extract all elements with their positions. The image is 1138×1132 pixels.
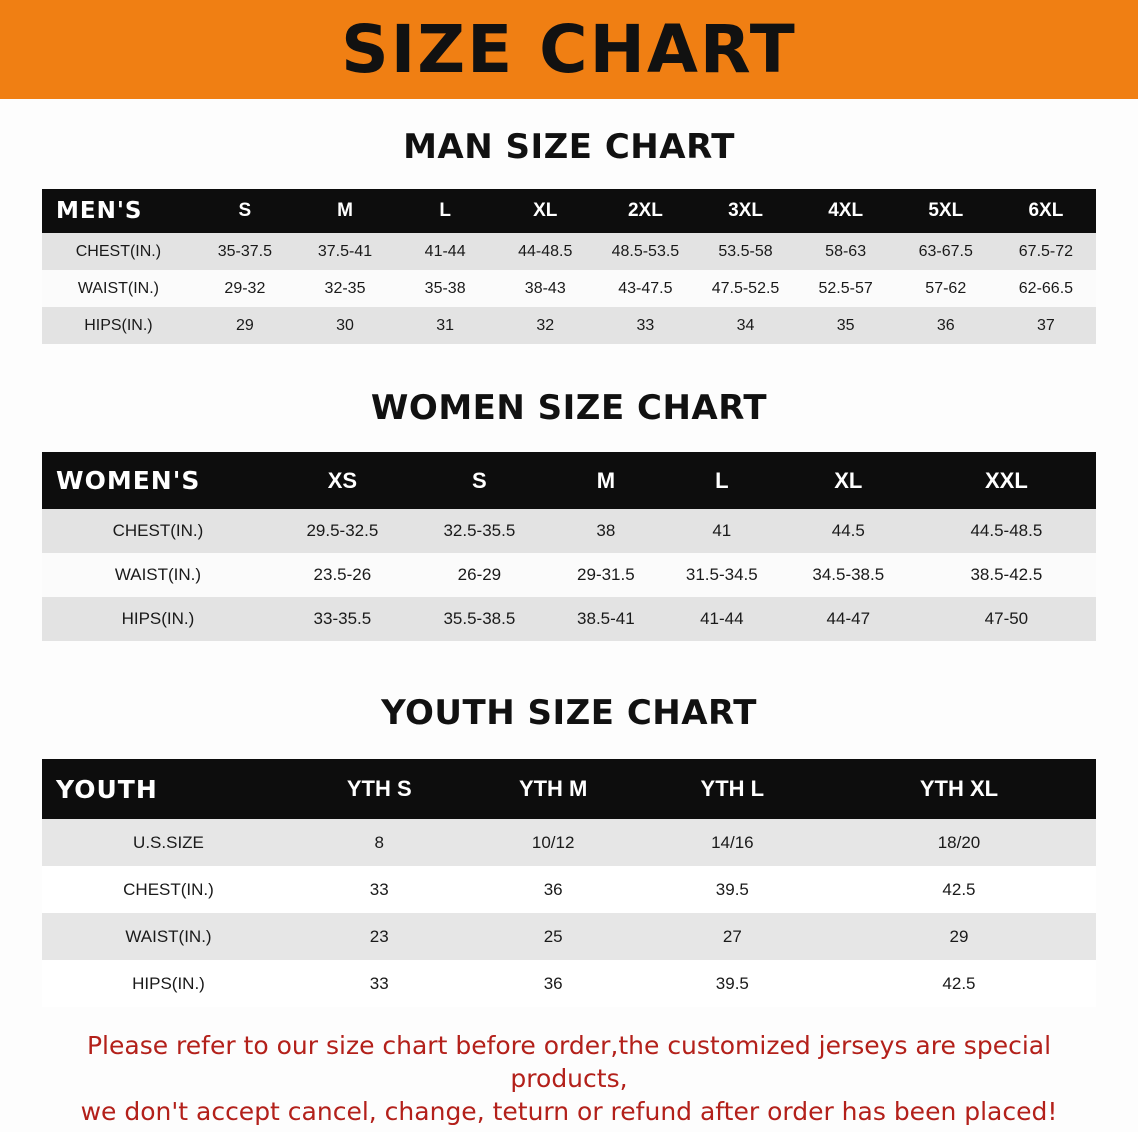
man-header-cell: 4XL <box>828 200 864 221</box>
man-header-cell: 5XL <box>928 200 964 221</box>
man-header-cell: 3XL <box>728 200 763 221</box>
table-cell: 43-47.5 <box>618 279 673 297</box>
table-row <box>42 866 1096 913</box>
table-cell: 37.5-41 <box>317 242 373 260</box>
table-cell: 29 <box>949 926 969 946</box>
man-size-table <box>42 189 1096 344</box>
youth-header-cell: YTH XL <box>919 776 999 801</box>
table-row <box>42 509 1096 553</box>
table-cell: 14/16 <box>711 832 754 852</box>
table-cell: 38.5-42.5 <box>970 565 1043 584</box>
table-cell: 10/12 <box>531 832 575 852</box>
row-label: WAIST(IN.) <box>114 565 202 584</box>
row-label: CHEST(IN.) <box>123 879 214 899</box>
table-cell: 35-37.5 <box>217 242 273 260</box>
table-header-row <box>42 759 1096 819</box>
table-cell: 30 <box>336 316 354 334</box>
man-section-title: MAN SIZE CHART <box>403 127 735 167</box>
youth-section-title: YOUTH SIZE CHART <box>381 693 757 733</box>
table-cell: 36 <box>936 316 955 334</box>
table-cell: 44-47 <box>826 609 871 628</box>
table-cell: 32-35 <box>324 279 366 297</box>
table-header-row <box>42 452 1096 509</box>
youth-header-cell: YTH L <box>700 776 765 801</box>
row-label: U.S.SIZE <box>133 832 204 852</box>
youth-header-cell: YTH S <box>346 776 412 801</box>
table-cell: 38 <box>596 521 616 540</box>
table-row <box>42 960 1096 1007</box>
table-cell: 41-44 <box>424 242 466 260</box>
table-cell: 34 <box>736 316 755 334</box>
table-cell: 37 <box>1037 316 1055 334</box>
table-cell: 62-66.5 <box>1018 279 1074 297</box>
table-cell: 31 <box>436 316 455 334</box>
women-section-title: WOMEN SIZE CHART <box>370 388 768 428</box>
man-header-cell: 2XL <box>627 200 663 221</box>
row-label: HIPS(IN.) <box>84 316 153 334</box>
table-cell: 29-32 <box>224 279 266 297</box>
table-cell: 26-29 <box>457 565 502 584</box>
table-cell: 18/20 <box>937 832 981 852</box>
women-header-cell: XS <box>327 467 358 493</box>
table-cell: 41 <box>712 521 732 540</box>
youth-header-cell: YOUTH <box>56 774 158 804</box>
table-cell: 38-43 <box>524 279 566 297</box>
women-table-wrap <box>0 452 1138 641</box>
row-label: HIPS(IN.) <box>132 973 205 993</box>
table-row <box>42 307 1096 344</box>
women-header-cell: M <box>596 467 616 493</box>
table-cell: 44-48.5 <box>518 242 573 260</box>
table-cell: 67.5-72 <box>1018 242 1074 260</box>
youth-size-table <box>42 759 1096 1007</box>
table-cell: 36 <box>543 879 563 899</box>
table-cell: 33 <box>369 973 389 993</box>
table-cell: 58-63 <box>825 242 867 260</box>
table-cell: 38.5-41 <box>577 609 635 628</box>
women-header-cell: XL <box>834 467 863 493</box>
women-header-cell: WOMEN'S <box>56 466 201 495</box>
table-cell: 35.5-38.5 <box>443 609 516 628</box>
man-header-cell: MEN'S <box>56 198 143 224</box>
table-cell: 29 <box>235 316 254 334</box>
table-cell: 44.5-48.5 <box>970 521 1043 540</box>
man-table-wrap <box>0 189 1138 344</box>
women-header-cell: L <box>715 467 729 493</box>
table-row <box>42 913 1096 960</box>
row-label: WAIST(IN.) <box>77 279 159 297</box>
table-cell: 33 <box>369 879 389 899</box>
women-header-cell: S <box>472 467 487 493</box>
page-title: SIZE CHART <box>341 10 797 88</box>
man-header-cell: 6XL <box>1028 200 1064 221</box>
table-row <box>42 819 1096 866</box>
table-cell: 25 <box>543 926 563 946</box>
women-header-cell: XXL <box>985 467 1028 493</box>
table-cell: 42.5 <box>942 879 976 899</box>
table-header-row <box>42 189 1096 233</box>
table-row <box>42 597 1096 641</box>
man-header-cell: M <box>337 200 353 221</box>
table-cell: 48.5-53.5 <box>611 242 680 260</box>
table-cell: 41-44 <box>700 609 744 628</box>
table-cell: 29.5-32.5 <box>306 521 379 540</box>
table-cell: 31.5-34.5 <box>685 565 758 584</box>
table-cell: 35 <box>836 316 855 334</box>
table-cell: 47.5-52.5 <box>711 279 780 297</box>
table-cell: 57-62 <box>925 279 967 297</box>
man-header-cell: S <box>238 200 252 221</box>
table-cell: 39.5 <box>715 973 749 993</box>
table-cell: 39.5 <box>715 879 749 899</box>
disclaimer-note <box>0 1029 1138 1128</box>
table-cell: 23.5-26 <box>313 565 372 584</box>
table-cell: 23 <box>369 926 389 946</box>
table-cell: 36 <box>543 973 563 993</box>
youth-table-wrap <box>0 759 1138 1007</box>
table-cell: 42.5 <box>942 973 976 993</box>
table-cell: 8 <box>374 832 384 852</box>
row-label: HIPS(IN.) <box>121 609 195 628</box>
table-cell: 33-35.5 <box>313 609 372 628</box>
table-cell: 35-38 <box>424 279 466 297</box>
table-cell: 32 <box>536 316 555 334</box>
table-cell: 32.5-35.5 <box>443 521 516 540</box>
disclaimer-line-2: we don't accept cancel, change, teturn or refund after order has been placed! <box>80 1097 1058 1126</box>
table-cell: 33 <box>636 316 655 334</box>
table-cell: 52.5-57 <box>818 279 873 297</box>
table-cell: 27 <box>722 926 742 946</box>
man-header-cell: XL <box>533 200 558 221</box>
table-cell: 44.5 <box>831 521 865 540</box>
table-row <box>42 270 1096 307</box>
table-row <box>42 553 1096 597</box>
table-cell: 34.5-38.5 <box>812 565 885 584</box>
man-header-cell: L <box>439 200 451 221</box>
table-cell: 53.5-58 <box>718 242 773 260</box>
table-cell: 47-50 <box>984 609 1029 628</box>
table-row <box>42 233 1096 270</box>
row-label: WAIST(IN.) <box>125 926 212 946</box>
table-cell: 63-67.5 <box>918 242 973 260</box>
youth-header-cell: YTH M <box>518 776 588 801</box>
row-label: CHEST(IN.) <box>75 242 162 260</box>
header-banner <box>0 0 1138 99</box>
row-label: CHEST(IN.) <box>112 521 204 540</box>
table-cell: 29-31.5 <box>577 565 635 584</box>
disclaimer-line-1: Please refer to our size chart before order,the customized jerseys are special products, <box>86 1031 1052 1093</box>
women-size-table <box>42 452 1096 641</box>
